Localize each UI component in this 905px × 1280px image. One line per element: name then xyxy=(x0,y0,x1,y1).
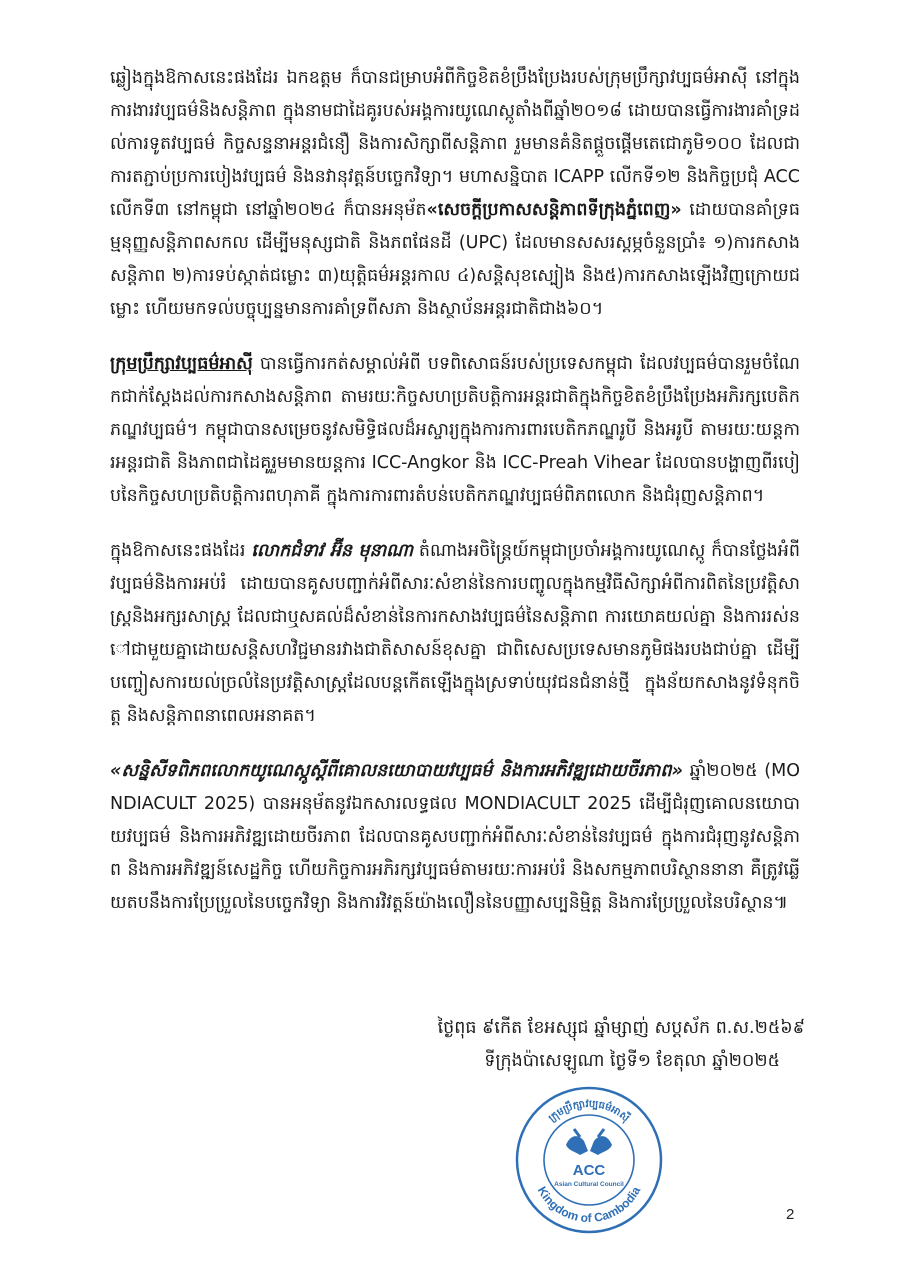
seal-inner-ring xyxy=(544,1115,634,1205)
page-number: 2 xyxy=(786,1206,795,1223)
paragraph-1-segment-1: បានធ្វើការកត់សម្គាល់អំពី បទពិសោធន៍របស់ប្រទេសកម្ពុជា ដែលវប្បធម៌បានរួមចំណែកជាក់ស្តែងដល់ការកសាងសន្តិភាព តាមរយៈកិច្ចសហប្រតិបត្តិការអន្តរជាតិក្នុងកិច្ចខិតខំប្រឹងប្រែងអភិរក្សបេតិកភណ្ឌវប្បធម៌។ កម្ពុជាបានសម្រេចនូវសមិទ្ធិផលដ៏អស្ចារ្យក្នុងការការពារបេតិកភណ្ឌរូបី និងអរូបី តាមរយៈយន្តការអន្តរជាតិ និងភាពជាដៃគូរួមមានយន្តការ ICC-Angkor និង ICC-Preah Vihear ដែលបានបង្ហាញពីរបៀបនៃកិច្ចសហប្រតិបត្តិការពហុភាគី ក្នុងការការពារតំបន់បេតិកភណ្ឌវប្បធម៌ពិភពលោក និងជំរុញសន្តិភាព។ xyxy=(110,354,800,506)
acc-seal-stamp xyxy=(514,1085,664,1235)
paragraph-3-segment-0: «សន្និសីទពិភពលោកយូណេស្កូស្តីពីគោលនយោបាយវប្បធម៌ និងការអភិវឌ្ឍដោយចីរភាព» xyxy=(110,761,683,781)
seal-sub-text: Asian Cultural Council xyxy=(554,1181,624,1188)
paragraph-0-segment-2: ដោយបានគាំទ្រធម្មនុញ្ញសន្តិភាពសកល ដើម្បីមនុស្សជាតិ និងភពផែនដី (UPC) ដែលមានសសរស្តម្ភចំនួនប្រាំ៖ ១)ការកសាងសន្តិភាព ២)ការទប់ស្កាត់ជម្លោះ ៣)យុត្តិធម៌អន្តរកាល ៤)សន្តិសុខស្បៀង និង៥)ការកសាងឡើងវិញក្រោយជម្លោះ ហើយមកទល់បច្ចុប្បន្នមានការគាំទ្រពីសភា និងស្ថាប័នអន្តរជាតិជាង៦០។ xyxy=(110,200,801,319)
paragraph-0-segment-1: «សេចក្តីប្រកាសសន្តិភាពទីក្រុងភ្នំពេញ» xyxy=(426,200,682,220)
paragraph-2-segment-1: លោកជំទាវ អ៊ីន មុនាណា xyxy=(251,541,414,561)
document-body xyxy=(110,62,800,942)
seal-center-text: ACC xyxy=(572,1162,606,1179)
place-line: ទីក្រុងប៉ាសេឡូណា ថ្ងៃទី១ ខែតុលា ឆ្នាំ២០២៥ xyxy=(484,1051,780,1071)
paragraph-1-segment-0: ក្រុមប្រឹក្សាវប្បធម៌អាស៊ី xyxy=(110,354,253,374)
paragraph-mondiacult xyxy=(110,755,800,920)
paragraph-icapp-peace xyxy=(110,62,800,326)
seal-top-text: ក្រុមប្រឹក្សាវប្បធម៌អាស៊ី xyxy=(546,1098,632,1125)
paragraph-0-segment-0: ឆ្លៀងក្នុងឱកាសនេះផងដែរ ឯកឧត្តម ក៏បានជម្រាបអំពីកិច្ចខិតខំប្រឹងប្រែងរបស់ក្រុមប្រឹក្សាវប្បធម៌អាស៊ី នៅក្នុងការងារវប្បធម៌និងសន្តិភាព ក្នុងនាមជាដៃគូរបស់អង្គការយូណេស្កូតាំងពីឆ្នាំ២០១៨ ដោយបានធ្វើការងារគាំទ្រដល់ការទូតវប្បធម៌ កិច្ចសន្ទនាអន្តរជំនឿ និងការសិក្សាពីសន្តិភាព រួមមានគំនិតផ្តួចផ្តើមតេជោភូមិ១០០ ដែលជាការតភ្ជាប់ប្រការបៀងវប្បធម៌ និងនវានុវត្តន៍បច្ចេកវិទ្យា។ មហាសន្និបាត ICAPP លើកទី១២ និងកិច្ចប្រជុំ ACC លើកទី៣ នៅកម្ពុជា នៅឆ្នាំ២០២៤ ក៏បានអនុម័ត xyxy=(110,68,800,220)
paragraph-3-segment-1: ឆ្នាំ២០២៥ (MONDIACULT 2025) បានអនុម័តនូវឯកសារលទ្ធផល MONDIACULT 2025 ដើម្បីជំរុញគោលនយោបាយវប្បធម៌ និងការអភិវឌ្ឍដោយចីរភាព ដែលបានគូសបញ្ជាក់អំពីសារៈសំខាន់នៃវប្បធម៌ ក្នុងការជំរុញនូវសន្តិភាព និងការអភិវឌ្ឍន៍សេដ្ឋកិច្ច ហើយកិច្ចការអភិរក្សវប្បធម៌តាមរយៈការអប់រំ និងសកម្មភាពបរិស្ថាននានា គឺត្រូវឆ្លើយតបនឹងការប្រែប្រួលនៃបច្ចេកវិទ្យា និងការវិវត្តន៍យ៉ាងលឿននៃបញ្ញាសប្បនិម្មិត្ត និងការប្រែប្រួលនៃបរិស្ថាន៕ xyxy=(110,761,800,913)
paragraph-unesco-representative xyxy=(110,535,800,733)
paragraph-2-segment-2: តំណាងអចិន្ត្រៃយ៍កម្ពុជាប្រចាំអង្គការយូណេស្កូ ក៏បានថ្លែងអំពីវប្បធម៌និងការអប់រំ ដោយបានគូសបញ្ជាក់អំពីសារៈសំខាន់នៃការបញ្ចូលក្នុងកម្មវិធីសិក្សាអំពីការពិតនៃប្រវត្តិសាស្ត្រនិងអក្សរសាស្ត្រ ដែលជាឬសគល់ដ៏សំខាន់នៃការកសាងវប្បធម៌នៃសន្តិភាព ការយោគយល់គ្នា និងការរស់នៅជាមួយគ្នាដោយសន្តិសហវិជ្ជមានរវាងជាតិសាសន៍ខុសគ្នា ជាពិសេសប្រទេសមានភូមិផងរបងជាប់គ្នា ដើម្បីបញ្ចៀសការយល់ច្រលំនៃប្រវត្តិសាស្ត្រដែលបន្តកើតឡើងក្នុងស្រទាប់យុវជនជំនាន់ថ្មី ក្នុងន័យកសាងនូវទំនុកចិត្ត និងសន្តិភាពនាពេលអនាគត។ xyxy=(110,541,801,726)
seal-bottom-text: Kingdom of Cambodia xyxy=(534,1184,644,1226)
date-line: ថ្ងៃពុធ ៩កើត ខែអស្សុជ ឆ្នាំម្សាញ់ សប្តស័ក ព.ស.២៥៦៩ xyxy=(437,1018,805,1038)
paragraph-2-segment-0: ក្នុងឱកាសនេះផងដែរ xyxy=(110,541,252,561)
paragraph-asian-cultural-council xyxy=(110,348,800,513)
hands-emblem-icon xyxy=(566,1129,612,1155)
signature-block xyxy=(0,1012,905,1078)
